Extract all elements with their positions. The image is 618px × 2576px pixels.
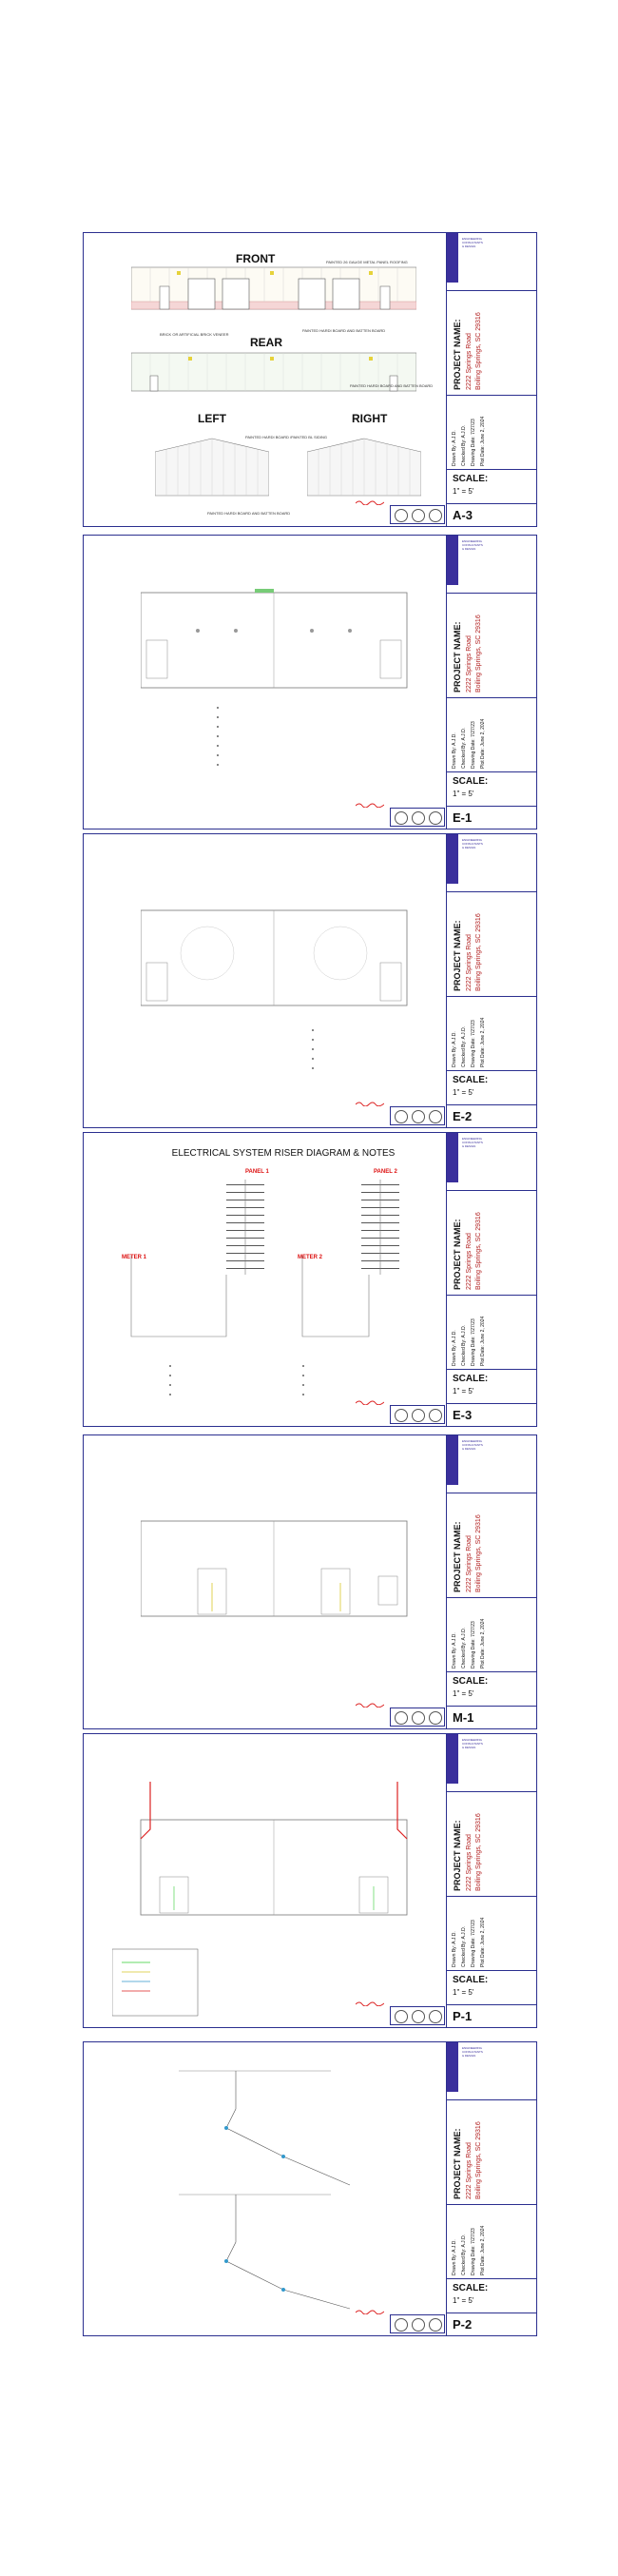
- sheet-number: P-1: [447, 2004, 536, 2027]
- seal-icon: [429, 811, 442, 825]
- title-block: ENGINEERING CONSULTANTS & DESIGN PROJECT NAME: 2222 Springs Road Boiling Springs, SC 29316 Drawn By: A.J.D. Checked By: A.J.D. Drawing Date: 7/27/23 Plot Date: June 2, 2024 SCALE: 1" = 5' P-2: [446, 2042, 536, 2335]
- sheet-number: E-3: [447, 1403, 536, 1426]
- meter-2-label: METER 2: [298, 1255, 323, 1260]
- seal-icon: [395, 509, 408, 522]
- firm-logo: [447, 2042, 458, 2092]
- firm-logo: [447, 834, 458, 884]
- sheet-e2: [83, 833, 537, 1128]
- sheet-m1: [83, 1434, 537, 1729]
- sheet-e3: [83, 1132, 537, 1427]
- panel-1-label: PANEL 1: [245, 1169, 269, 1175]
- seal-icon: [395, 1711, 408, 1725]
- title-block: ENGINEERING CONSULTANTS & DESIGN PROJECT NAME: 2222 Springs Road Boiling Springs, SC 29316 Drawn By: A.J.D. Checked By: A.J.D. Drawing Date: 7/27/23 Plot Date: June 2, 2024 SCALE: 1" = 5' M-1: [446, 1435, 536, 1728]
- sheet-p1: [83, 1733, 537, 2028]
- seal-icon: [429, 2318, 442, 2332]
- sheet-number: M-1: [447, 1706, 536, 1728]
- floor-plan: [141, 564, 426, 821]
- drawing-area: [84, 233, 447, 526]
- project-label: PROJECT NAME:: [453, 319, 462, 390]
- meter-1-label: METER 1: [122, 1255, 147, 1260]
- seal-icon: [429, 1711, 442, 1725]
- sheet-number: P-2: [447, 2313, 536, 2335]
- sheet-number: A-3: [447, 503, 536, 526]
- seal-icon: [429, 1409, 442, 1422]
- title-block: ENGINEERING CONSULTANTS & DESIGN PROJECT NAME: 2222 Springs Road Boiling Springs, SC 29316 Drawn By: A.J.D. Checked By: A.J.D. Drawing Date: 7/27/23 Plot Date: June 2, 2024 SCALE: 1" = 5' A-3: [446, 233, 536, 526]
- isometric-diagram: [141, 2052, 426, 2328]
- signature-icon: [356, 2309, 384, 2314]
- firm-logo: [447, 1133, 458, 1182]
- sheet-number: E-1: [447, 806, 536, 829]
- drawing-area: [84, 2042, 447, 2335]
- floor-plan: [141, 863, 426, 1120]
- front-title: FRONT: [236, 252, 276, 265]
- sheet-p2: [83, 2041, 537, 2336]
- left-elevation: [155, 433, 269, 499]
- seal-icon: [429, 1110, 442, 1123]
- note-hardi-side2: PAINTED HARDI BOARD AND BATTEN BOARD: [207, 511, 291, 516]
- front-elevation: [131, 265, 416, 317]
- right-elevation: [307, 433, 421, 499]
- note-hardi-rear: PAINTED HARDI BOARD AND BATTEN BOARD: [350, 383, 434, 388]
- seal-icon: [429, 2010, 442, 2023]
- drawing-area: [84, 1435, 447, 1728]
- right-title: RIGHT: [352, 412, 388, 425]
- note-brick: BRICK OR ARTIFICIAL BRICK VENEER: [160, 332, 229, 337]
- seal-icon: [412, 811, 425, 825]
- seal-icon: [395, 1110, 408, 1123]
- title-block: ENGINEERING CONSULTANTS & DESIGN PROJECT NAME: 2222 Springs Road Boiling Springs, SC 29316 Drawn By: A.J.D. Checked By: A.J.D. Drawing Date: 7/27/23 Plot Date: June 2, 2024 SCALE: 1" = 5' E-1: [446, 536, 536, 829]
- sheet-a3: [83, 232, 537, 527]
- seal-icon: [395, 811, 408, 825]
- title-block: ENGINEERING CONSULTANTS & DESIGN PROJECT NAME: 2222 Springs Road Boiling Springs, SC 29316 Drawn By: A.J.D. Checked By: A.J.D. Drawing Date: 7/27/23 Plot Date: June 2, 2024 SCALE: 1" = 5' E-2: [446, 834, 536, 1127]
- drawing-area: [84, 1133, 447, 1426]
- note-hardi-front: PAINTED HARDI BOARD AND BATTEN BOARD: [302, 328, 386, 333]
- seal-icon: [412, 2318, 425, 2332]
- firm-logo: [447, 233, 458, 283]
- left-title: LEFT: [198, 412, 226, 425]
- floor-plan: [141, 1464, 426, 1721]
- riser-title: ELECTRICAL SYSTEM RISER DIAGRAM & NOTES: [171, 1148, 396, 1159]
- signature-icon: [356, 1101, 384, 1106]
- sheet-number: E-2: [447, 1104, 536, 1127]
- seal-icon: [395, 2010, 408, 2023]
- rear-title: REAR: [250, 336, 283, 349]
- signature-icon: [356, 1702, 384, 1708]
- sheet-e1: [83, 535, 537, 829]
- seal-icon: [395, 1409, 408, 1422]
- drawing-area: [84, 834, 447, 1127]
- seal-icon: [412, 1409, 425, 1422]
- seal-icon: [429, 509, 442, 522]
- title-block: ENGINEERING CONSULTANTS & DESIGN PROJECT NAME: 2222 Springs Road Boiling Springs, SC 29316 Drawn By: A.J.D. Checked By: A.J.D. Drawing Date: 7/27/23 Plot Date: June 2, 2024 SCALE: 1" = 5' P-1: [446, 1734, 536, 2027]
- seal-icon: [412, 1711, 425, 1725]
- seal-icon: [412, 1110, 425, 1123]
- firm-logo: [447, 1435, 458, 1485]
- seal-icon: [412, 509, 425, 522]
- seal-icon: [412, 2010, 425, 2023]
- plumbing-plan: [112, 1763, 435, 2020]
- note-hardi-side: PAINTED HARDI BOARD /PAINTED BL SIDING: [245, 435, 327, 439]
- seal-box: [390, 505, 445, 524]
- signature-icon: [356, 802, 384, 808]
- firm-logo: [447, 1734, 458, 1784]
- note-roofing: PAINTED 26 GAUGE METAL PANEL ROOFING: [326, 260, 408, 264]
- firm-logo: [447, 536, 458, 585]
- title-block: ENGINEERING CONSULTANTS & DESIGN PROJECT NAME: 2222 Springs Road Boiling Springs, SC 29316 Drawn By: A.J.D. Checked By: A.J.D. Drawing Date: 7/27/23 Plot Date: June 2, 2024 SCALE: 1" = 5' E-3: [446, 1133, 536, 1426]
- riser-diagram: [112, 1175, 426, 1413]
- address-line-1: 2222 Springs Road: [466, 333, 473, 390]
- seal-icon: [395, 2318, 408, 2332]
- signature-icon: [356, 499, 384, 505]
- drawing-area: [84, 536, 447, 829]
- address-line-2: Boiling Springs, SC 29316: [475, 312, 482, 390]
- panel-2-label: PANEL 2: [374, 1169, 397, 1175]
- drawing-area: [84, 1734, 447, 2027]
- signature-icon: [356, 1399, 384, 1405]
- signature-icon: [356, 2000, 384, 2006]
